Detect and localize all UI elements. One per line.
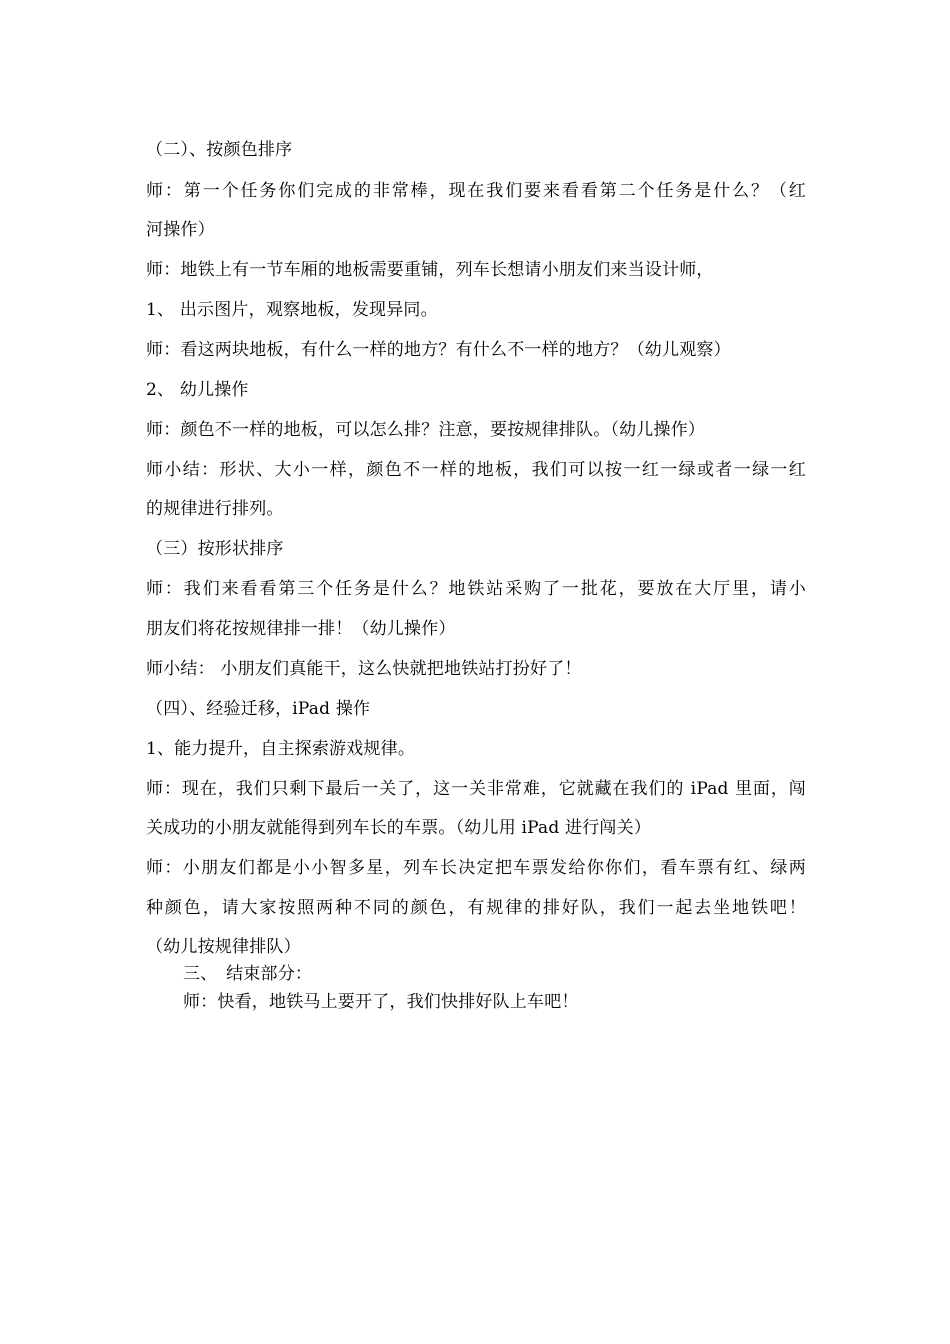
paragraph-line: 师：小朋友们都是小小智多星，列车长决定把车票发给你你们，看车票有红、绿两 — [146, 858, 806, 878]
paragraph-line: 朋友们将花按规律排一排！（幼儿操作） — [146, 619, 456, 639]
list-item: 1、能力提升，自主探索游戏规律。 — [146, 739, 416, 759]
paragraph-line: 种颜色，请大家按照两种不同的颜色，有规律的排好队，我们一起去坐地铁吧！ — [146, 898, 806, 918]
section-heading-4: （四）、经验迁移，iPad 操作 — [146, 699, 371, 719]
section-heading-3: （三）按形状排序 — [146, 539, 284, 559]
paragraph-line: 师小结： 小朋友们真能干，这么快就把地铁站打扮好了！ — [146, 659, 582, 679]
paragraph-line: 的规律进行排列。 — [146, 499, 284, 519]
paragraph-line: 师：现在，我们只剩下最后一关了，这一关非常难，它就藏在我们的 iPad 里面，闯 — [146, 779, 806, 799]
section-heading-end: 三、 结束部分： — [183, 964, 313, 984]
list-item: 2、 幼儿操作 — [146, 380, 249, 400]
paragraph-line: （幼儿按规律排队） — [146, 937, 301, 957]
paragraph-line: 师：看这两块地板，有什么一样的地方？有什么不一样的地方？（幼儿观察） — [146, 340, 731, 360]
paragraph-line: 师：快看，地铁马上要开了，我们快排好队上车吧！ — [183, 992, 579, 1012]
paragraph-line: 师：我们来看看第三个任务是什么？地铁站采购了一批花，要放在大厅里，请小 — [146, 579, 806, 599]
paragraph-line: 师小结：形状、大小一样，颜色不一样的地板，我们可以按一红一绿或者一绿一红 — [146, 460, 806, 480]
paragraph-line: 师：地铁上有一节车厢的地板需要重铺，列车长想请小朋友们来当设计师， — [146, 260, 714, 280]
list-item: 1、 出示图片，观察地板，发现异同。 — [146, 300, 438, 320]
paragraph-line: 师：第一个任务你们完成的非常棒，现在我们要来看看第二个任务是什么？（红 — [146, 181, 806, 201]
paragraph-line: 河操作） — [146, 220, 215, 240]
paragraph-line: 关成功的小朋友就能得到列车长的车票。（幼儿用 iPad 进行闯关） — [146, 818, 652, 838]
paragraph-line: 师：颜色不一样的地板，可以怎么排？注意，要按规律排队。（幼儿操作） — [146, 420, 706, 440]
section-heading-2: （二）、按颜色排序 — [146, 140, 293, 160]
